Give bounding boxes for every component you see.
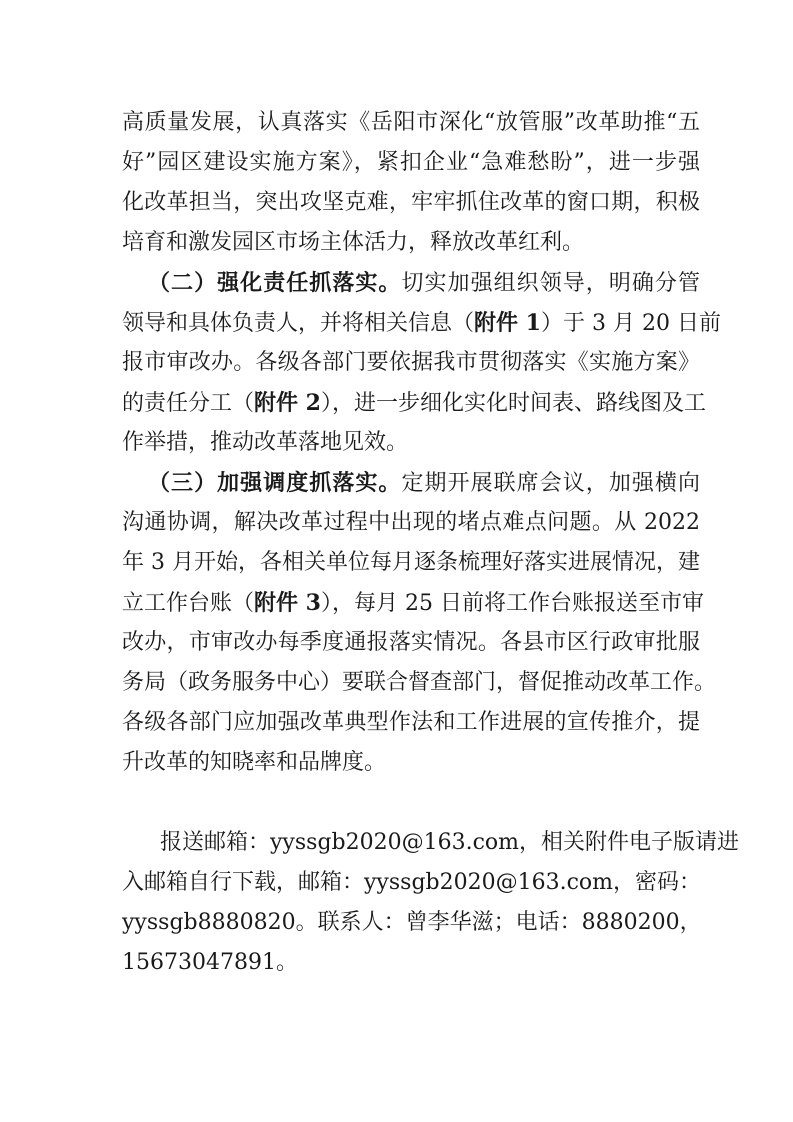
text-line: [122, 383, 706, 423]
text: ），进一步细化实化时间表、路线图及工: [320, 391, 706, 416]
text-line: [122, 903, 700, 943]
text: 定期开展联席会议，加强横向: [401, 471, 700, 496]
text: 切实加强组织领导，明确分管: [401, 271, 700, 296]
paragraph: [122, 823, 740, 983]
text: 沟通协调，解决改革过程中出现的堵点难点问题。从 2022: [122, 510, 700, 535]
text-line: [122, 143, 700, 183]
text: 15673047891。: [122, 950, 298, 975]
text-line: [122, 103, 700, 143]
text-line: [122, 263, 700, 303]
text: 入邮箱自行下载，邮箱：yyssgb2020@163.com，密码：: [122, 870, 702, 895]
text-line: [122, 663, 717, 703]
text: ），每月 25 日前将工作台账报送至市审: [320, 591, 704, 616]
text: yyssgb8880820。联系人：曾李华滋；电话：8880200，: [122, 910, 702, 935]
text: 报送邮箱：yyssgb2020@163.com，相关附件电子版请进: [160, 830, 740, 855]
text: 的责任分工（: [122, 391, 255, 416]
bold-text: 附件 2: [254, 390, 321, 416]
text-line: [122, 943, 700, 983]
text-line: [122, 423, 700, 463]
text-line: [122, 543, 700, 583]
bold-text: （二）强化责任抓落实。: [148, 270, 402, 296]
blank-line: [122, 783, 700, 823]
text-line: [122, 343, 700, 383]
paragraph: [122, 463, 717, 783]
text: 立工作台账（: [122, 591, 255, 616]
text: 务局（政务服务中心）要联合督查部门，督促推动改革工作。: [122, 670, 717, 695]
text: 年 3 月开始，各相关单位每月逐条梳理好落实进展情况，建: [122, 550, 700, 575]
text: 报市审改办。各级各部门要依据我市贯彻落实《实施方案》: [122, 350, 700, 375]
text: 领导和具体负责人，并将相关信息（: [122, 311, 475, 336]
text: 作举措，推动改革落地见效。: [122, 430, 409, 455]
text: 好”园区建设实施方案》，紧扣企业“急难愁盼”，进一步强: [122, 150, 700, 175]
text: 高质量发展，认真落实《岳阳市深化“放管服”改革助推“五: [122, 110, 700, 135]
text-line: [122, 863, 700, 903]
text-line: [122, 703, 700, 743]
text-line: [122, 503, 700, 543]
bold-text: 附件 1: [474, 310, 541, 336]
paragraph: [122, 103, 700, 263]
text: 各级各部门应加强改革典型作法和工作进展的宣传推介，提: [122, 710, 700, 735]
text-line: [122, 583, 704, 623]
paragraph: [122, 263, 721, 463]
document-page: [122, 103, 740, 983]
text-line: [122, 463, 700, 503]
text: 培育和激发园区市场主体活力，释放改革红利。: [122, 230, 585, 255]
text: ）于 3 月 20 日前: [540, 311, 721, 336]
text-line: [122, 743, 700, 783]
text-line: [122, 223, 700, 263]
text: 升改革的知晓率和品牌度。: [122, 750, 387, 775]
bold-text: （三）加强调度抓落实。: [148, 470, 402, 496]
text-line: [122, 823, 740, 863]
text-line: [122, 623, 700, 663]
text: 化改革担当，突出攻坚克难，牢牢抓住改革的窗口期，积极: [122, 190, 700, 215]
text-line: [122, 303, 721, 343]
text-line: [122, 183, 700, 223]
text: 改办，市审改办每季度通报落实情况。各县市区行政审批服: [122, 630, 700, 655]
bold-text: 附件 3: [254, 590, 321, 616]
